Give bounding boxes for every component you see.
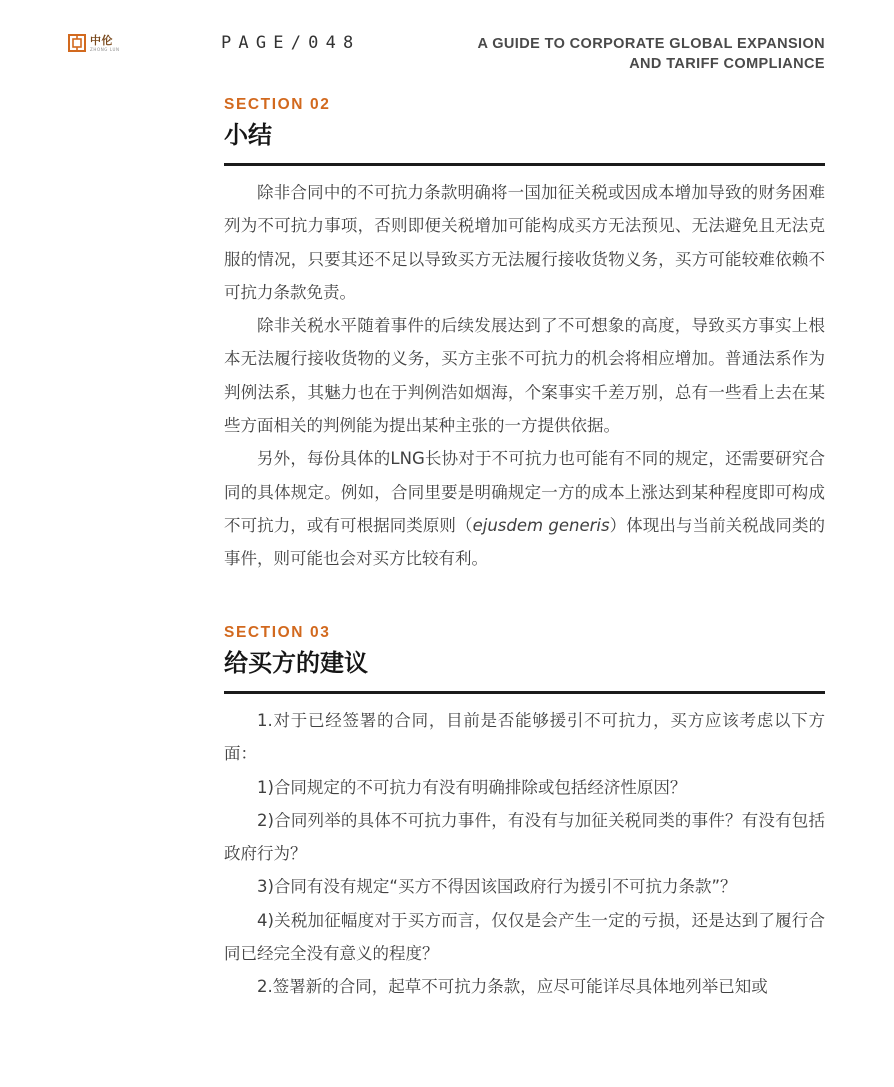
section-divider xyxy=(224,691,825,694)
section-02 xyxy=(224,96,825,576)
paragraph: 除非关税水平随着事件的后续发展达到了不可想象的高度，导致买方事实上根本无法履行接收货物的义务，买方主张不可抗力的机会将相应增加。普通法系作为判例法系，其魅力也在于判例浩如烟海，个案事实千差万别，总有一些看上去在某些方面相关的判例能为提出某种主张的一方提供依据。 xyxy=(224,316,825,436)
paragraph-text: 另外，每份具体的LNG长协对于不可抗力也可能有不同的规定，还需要研究合同的具体规定。例如，合同里要是明确规定一方的成本上涨达到某种程度即可构成不可抗力，或有可根据同类原则（ xyxy=(224,449,825,535)
guide-title-line-2: AND TARIFF COMPLIANCE xyxy=(629,56,825,72)
list-item: 1.对于已经签署的合同，目前是否能够援引不可抗力，买方应该考虑以下方面： xyxy=(224,711,825,764)
list-item: 2.签署新的合同，起草不可抗力条款，应尽可能详尽具体地列举已知或 xyxy=(257,977,768,997)
section-title: 小结 xyxy=(224,121,272,149)
section-body xyxy=(224,176,825,576)
page-number: PAGE/048 xyxy=(221,33,361,53)
list-item: 4)关税加征幅度对于买方而言，仅仅是会产生一定的亏损，还是达到了履行合同已经完全没有意义的程度？ xyxy=(224,910,825,964)
logo-chinese-name: 中伦 xyxy=(90,33,113,47)
zhonglun-logo xyxy=(68,34,120,52)
logo-english-name: ZHONG LUN xyxy=(90,46,120,52)
paragraph: 除非合同中的不可抗力条款明确将一国加征关税或因成本增加导致的财务困难列为不可抗力事项，否则即便关税增加可能构成买方无法预见、无法避免且无法克服的情况，只要其还不足以导致买方无法履行接收货物义务，买方可能较难依赖不可抗力条款免责。 xyxy=(224,183,825,302)
list-item: 3)合同有没有规定“买方不得因该国政府行为援引不可抗力条款”？ xyxy=(257,877,737,897)
paragraph xyxy=(224,442,825,575)
guide-title xyxy=(477,34,825,74)
zhonglun-logo-icon xyxy=(68,34,86,52)
section-title: 给买方的建议 xyxy=(224,649,368,677)
section-03 xyxy=(224,624,825,1004)
latin-term: ejusdem generis xyxy=(472,515,610,535)
section-label: SECTION 02 xyxy=(224,96,331,113)
section-label: SECTION 03 xyxy=(224,624,331,641)
section-body xyxy=(224,704,825,1004)
paragraph-text: ）体现出与当前关税战同类的事件，则可能也会对买方比较有利。 xyxy=(224,515,826,569)
list-item: 1)合同规定的不可抗力有没有明确排除或包括经济性原因？ xyxy=(257,777,687,797)
section-divider xyxy=(224,163,825,166)
guide-title-line-1: A GUIDE TO CORPORATE GLOBAL EXPANSION xyxy=(477,36,825,52)
list-item: 2)合同列举的具体不可抗力事件，有没有与加征关税同类的事件？有没有包括政府行为？ xyxy=(224,810,825,864)
